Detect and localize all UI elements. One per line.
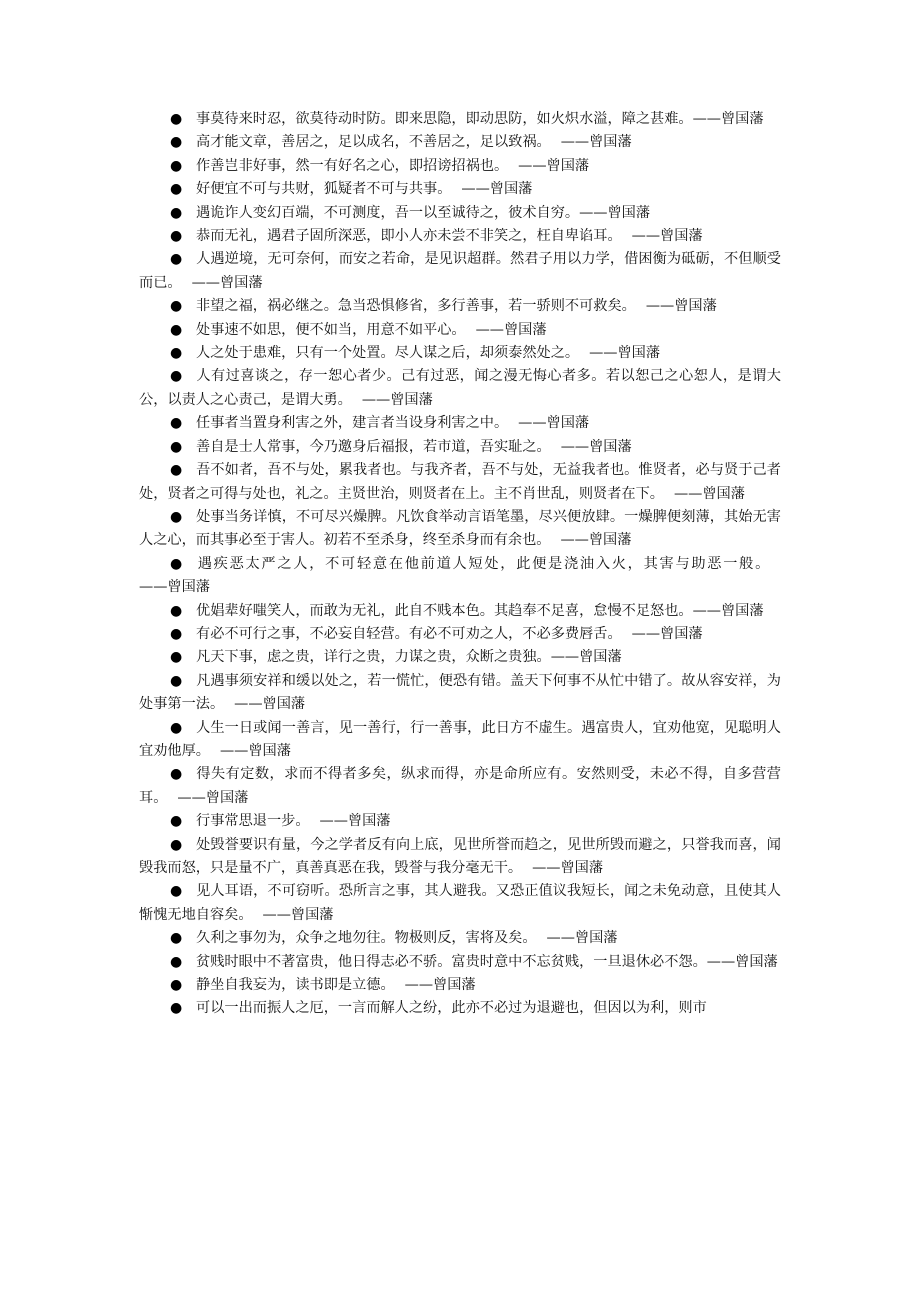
quote-item bbox=[139, 951, 781, 974]
quote-item bbox=[139, 131, 781, 154]
quote-text: 凡天下事，虑之贵，详行之贵，力谋之贵，众断之贵独。 bbox=[196, 649, 551, 666]
quote-item bbox=[139, 248, 781, 295]
quote-author: ——曾国藩 bbox=[191, 274, 263, 291]
quote-text: 久利之事勿为，众争之地勿往。物极则反，害将及矣。 bbox=[196, 930, 537, 947]
quote-text: 处事速不如思，便不如当，用意不如平心。 bbox=[196, 321, 466, 338]
bullet-icon: ● bbox=[170, 204, 183, 221]
quote-item bbox=[139, 412, 781, 435]
quote-text: 吾不如者，吾不与处，累我者也。与我齐者，吾不与处，无益我者也。惟贤者，必与贤于己者处，贤者之可得与处也，礼之。主贤世治，则贤者在上。主不肖世乱，则贤者在下。 bbox=[139, 462, 781, 502]
quote-text: 静坐自我妄为，读书即是立德。 bbox=[196, 977, 395, 994]
quote-author: ——曾国藩 bbox=[550, 649, 622, 666]
quote-author: ——曾国藩 bbox=[560, 134, 632, 151]
quote-text: 凡遇事须安祥和缓以处之，若一慌忙，便恐有错。盖天下何事不从忙中错了。故从容安祥，为处事第一法。 bbox=[139, 672, 781, 713]
quote-text: 作善岂非好事，然一有好名之心，即招谤招祸也。 bbox=[196, 157, 509, 174]
quote-text: 处事当务详慎，不可尽兴燥脾。凡饮食举动言语笔墨，尽兴便放肆。一燥脾便刻薄，其始无害人之心，而其事必至于害人。初若不至杀身，终至杀身而有余也。 bbox=[139, 508, 781, 549]
quote-author: ——曾国藩 bbox=[706, 953, 778, 970]
quote-text: 恭而无礼，遇君子固所深恶，即小人亦未尝不非笑之，枉自卑谄耳。 bbox=[196, 228, 622, 245]
quote-author: ——曾国藩 bbox=[139, 579, 210, 596]
bullet-icon: ● bbox=[170, 251, 183, 268]
quote-author: ——曾国藩 bbox=[475, 321, 547, 338]
quote-author: ——曾国藩 bbox=[234, 696, 306, 713]
quote-item bbox=[139, 365, 781, 412]
bullet-icon: ● bbox=[170, 415, 183, 432]
quote-text: 遇诡诈人变幻百端，不可测度，吾一以至诚待之，彼术自穷。 bbox=[196, 204, 580, 221]
quote-text: 遇疾恶太严之人，不可轻意在他前道人短处，此便是浇油入火，其害与助恶一般。 bbox=[196, 555, 771, 572]
quote-item bbox=[139, 810, 781, 833]
quote-text: 任事者当置身利害之外，建言者当设身利害之中。 bbox=[196, 415, 509, 432]
bullet-icon: ● bbox=[170, 672, 183, 689]
quote-author: ——曾国藩 bbox=[579, 204, 651, 221]
quote-text: 人遇逆境，无可奈何，而安之若命，是见识超群。然君子用以力学，借困衡为砥砺，不但顺受而已。 bbox=[139, 251, 781, 291]
bullet-icon: ● bbox=[170, 462, 183, 479]
bullet-icon: ● bbox=[170, 228, 183, 245]
quote-text: 有必不可行之事，不必妄自轻营。有必不可劝之人，不必多费唇舌。 bbox=[196, 625, 622, 642]
quote-text: 好便宜不可与共财，狐疑者不可与共事。 bbox=[196, 181, 452, 198]
bullet-icon: ● bbox=[170, 930, 183, 947]
document-page bbox=[139, 108, 781, 1021]
bullet-icon: ● bbox=[170, 508, 183, 525]
quote-author: ——曾国藩 bbox=[177, 789, 249, 806]
quote-item bbox=[139, 342, 781, 365]
quote-item bbox=[139, 178, 781, 201]
quote-author: ——曾国藩 bbox=[518, 157, 590, 174]
bullet-icon: ● bbox=[170, 438, 183, 455]
quote-author: ——曾国藩 bbox=[219, 742, 291, 759]
quote-text: 处毁誉要识有量，今之学者反有向上底，见世所誉而趋之，见世所毁而避之，只誉我而喜，闻毁我而怒，只是量不广，真善真恶在我，毁誉与我分毫无干。 bbox=[139, 836, 781, 876]
bullet-icon: ● bbox=[170, 321, 183, 338]
bullet-icon: ● bbox=[170, 883, 183, 900]
quote-item bbox=[139, 319, 781, 342]
bullet-icon: ● bbox=[170, 602, 183, 619]
quote-text: 可以一出而振人之厄，一言而解人之纷，此亦不必过为退避也，但因以为利，则市 bbox=[196, 1000, 707, 1017]
quote-item bbox=[139, 295, 781, 318]
quote-author: ——曾国藩 bbox=[692, 111, 764, 127]
quote-text: 见人耳语，不可窃听。恐所言之事，其人避我。又恐正值议我短长，闻之未免动意，且使其人惭愧无地自容矣。 bbox=[139, 883, 781, 923]
bullet-icon: ● bbox=[170, 836, 183, 853]
quote-item bbox=[139, 670, 781, 717]
quote-author: ——曾国藩 bbox=[461, 181, 533, 198]
quote-author: ——曾国藩 bbox=[631, 625, 703, 642]
quote-author: ——曾国藩 bbox=[361, 391, 433, 408]
bullet-icon: ● bbox=[170, 368, 183, 385]
quote-item bbox=[139, 997, 781, 1020]
quote-text: 非望之福，祸必继之。急当恐惧修省，多行善事，若一骄则不可救矣。 bbox=[196, 298, 636, 315]
quote-text: 行事常思退一步。 bbox=[196, 813, 310, 830]
quote-item bbox=[139, 600, 781, 623]
quote-text: 得失有定数，求而不得者多矣，纵求而得，亦是命所应有。安然则受，未必不得，自多营营耳。 bbox=[139, 766, 781, 806]
quote-item bbox=[139, 506, 781, 553]
quote-item bbox=[139, 646, 781, 669]
quote-item bbox=[139, 974, 781, 997]
quote-author: ——曾国藩 bbox=[560, 532, 632, 549]
quote-item bbox=[139, 880, 781, 927]
quote-item bbox=[139, 108, 781, 131]
quote-author: ——曾国藩 bbox=[645, 298, 717, 315]
quote-item bbox=[139, 927, 781, 950]
quote-author: ——曾国藩 bbox=[404, 977, 476, 994]
quote-author: ——曾国藩 bbox=[262, 906, 334, 923]
quote-item bbox=[139, 834, 781, 881]
bullet-icon: ● bbox=[170, 345, 183, 362]
bullet-icon: ● bbox=[170, 953, 183, 970]
bullet-icon: ● bbox=[170, 157, 183, 174]
quote-author: ——曾国藩 bbox=[518, 415, 590, 432]
quote-text: 人之处于患难，只有一个处置。尽人谋之后，却须泰然处之。 bbox=[196, 345, 580, 362]
quote-item bbox=[139, 623, 781, 646]
bullet-icon: ● bbox=[170, 813, 183, 830]
bullet-icon: ● bbox=[170, 766, 183, 783]
quote-text: 人生一日或闻一善言，见一善行，行一善事，此日方不虚生。遇富贵人，宜劝他宽，见聪明人宜劝他厚。 bbox=[139, 719, 781, 759]
bullet-icon: ● bbox=[170, 111, 183, 127]
quote-item bbox=[139, 459, 781, 506]
bullet-icon: ● bbox=[170, 977, 183, 994]
quote-text: 事莫待来时忍，欲莫待动时防。即来思隐，即动思防，如火炽水溢，障之甚难。 bbox=[196, 111, 693, 127]
quote-item bbox=[139, 225, 781, 248]
bullet-icon: ● bbox=[170, 649, 183, 666]
quote-list bbox=[139, 108, 781, 1021]
quote-item bbox=[139, 717, 781, 764]
bullet-icon: ● bbox=[170, 181, 183, 198]
quote-item bbox=[139, 553, 781, 600]
quote-item bbox=[139, 202, 781, 225]
quote-text: 高才能文章，善居之，足以成名，不善居之，足以致祸。 bbox=[196, 134, 551, 151]
bullet-icon: ● bbox=[170, 719, 183, 736]
quote-text: 人有过喜谈之，存一恕心者少。己有过恶，闻之漫无悔心者多。若以恕己之心恕人，是谓大公，以责人之心责己，是谓大勇。 bbox=[139, 368, 781, 408]
quote-text: 善自是士人常事，今乃邀身后福报，若市道，吾实耻之。 bbox=[196, 438, 551, 455]
quote-author: ——曾国藩 bbox=[589, 345, 661, 362]
quote-text: 优娼辈好嗤笑人，而敢为无礼，此自不贱本色。其趋奉不足喜，怠慢不足怒也。 bbox=[196, 602, 693, 619]
bullet-icon: ● bbox=[170, 1000, 183, 1017]
quote-author: ——曾国藩 bbox=[319, 813, 391, 830]
quote-author: ——曾国藩 bbox=[631, 228, 703, 245]
bullet-icon: ● bbox=[170, 134, 183, 151]
quote-item bbox=[139, 155, 781, 178]
quote-author: ——曾国藩 bbox=[692, 602, 764, 619]
quote-item bbox=[139, 763, 781, 810]
quote-author: ——曾国藩 bbox=[532, 860, 604, 876]
bullet-icon: ● bbox=[170, 555, 183, 572]
bullet-icon: ● bbox=[170, 625, 183, 642]
quote-author: ——曾国藩 bbox=[560, 438, 632, 455]
quote-author: ——曾国藩 bbox=[546, 930, 618, 947]
bullet-icon: ● bbox=[170, 298, 183, 315]
quote-item bbox=[139, 436, 781, 459]
quote-text: 贫贱时眼中不著富贵，他日得志必不骄。富贵时意中不忘贫贱，一旦退休必不怨。 bbox=[196, 953, 707, 970]
quote-author: ——曾国藩 bbox=[673, 485, 745, 502]
